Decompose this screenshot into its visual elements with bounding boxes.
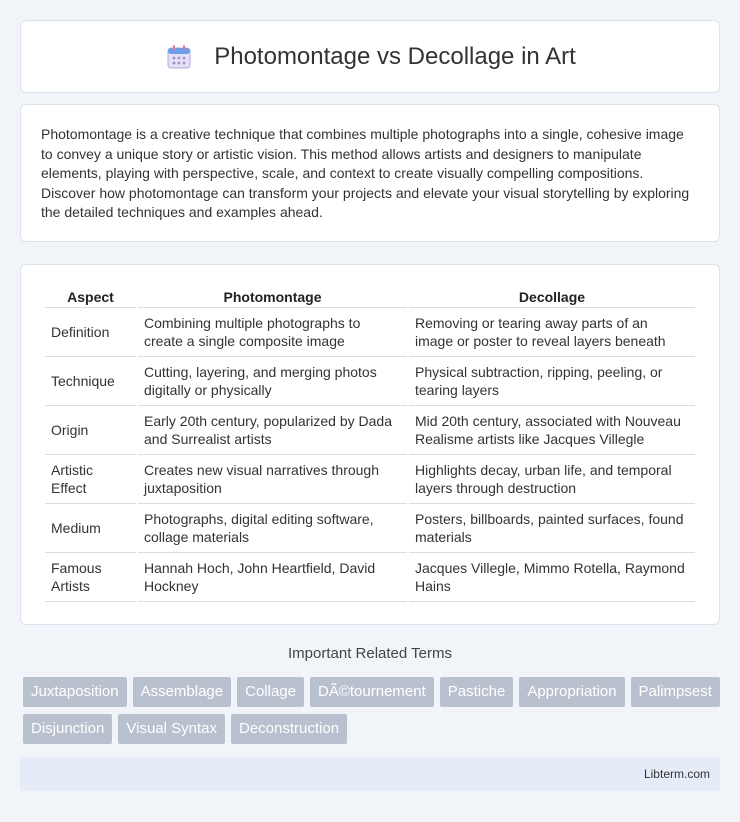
row-photomontage: Creates new visual narratives through juxtaposition	[138, 455, 407, 504]
row-decollage: Physical subtraction, ripping, peeling, or tearing layers	[409, 357, 695, 406]
calendar-icon	[164, 42, 194, 72]
row-aspect: Medium	[45, 504, 136, 553]
related-terms-title: Important Related Terms	[288, 645, 452, 662]
table-row	[45, 553, 695, 602]
footer	[20, 757, 720, 791]
row-photomontage: Cutting, layering, and merging photos digitally or physically	[138, 357, 407, 406]
row-photomontage: Hannah Hoch, John Heartfield, David Hockney	[138, 553, 407, 602]
related-terms-list	[23, 677, 723, 744]
row-decollage: Removing or tearing away parts of an image or poster to reveal layers beneath	[409, 308, 695, 357]
tag-appropriation[interactable]: Appropriation	[519, 677, 624, 707]
table-row	[45, 406, 695, 455]
tag-juxtaposition[interactable]: Juxtaposition	[23, 677, 127, 707]
header-decollage: Decollage	[409, 285, 695, 308]
header-aspect: Aspect	[45, 285, 136, 308]
intro-card	[20, 104, 720, 242]
footer-site-link[interactable]: Libterm.com	[643, 767, 710, 781]
row-photomontage: Early 20th century, popularized by Dada and Surrealist artists	[138, 406, 407, 455]
row-decollage: Posters, billboards, painted surfaces, found materials	[409, 504, 695, 553]
table-row	[45, 357, 695, 406]
comparison-card	[20, 264, 720, 625]
title-card	[20, 20, 720, 93]
row-aspect: Famous Artists	[45, 553, 136, 602]
tag-visual-syntax[interactable]: Visual Syntax	[118, 714, 225, 744]
tag-collage[interactable]: Collage	[237, 677, 304, 707]
row-photomontage: Combining multiple photographs to create a single composite image	[138, 308, 407, 357]
table-row	[45, 504, 695, 553]
row-aspect: Definition	[45, 308, 136, 357]
table-row	[45, 455, 695, 504]
tag-palimpsest[interactable]: Palimpsest	[631, 677, 720, 707]
comparison-table	[43, 285, 697, 602]
tag-disjunction[interactable]: Disjunction	[23, 714, 112, 744]
tag-deconstruction[interactable]: Deconstruction	[231, 714, 347, 744]
table-header-row	[45, 285, 695, 308]
page-title: Photomontage vs Decollage in Art	[214, 42, 576, 70]
intro-text: Photomontage is a creative technique that combines multiple photographs into a single, cohesive image to convey a unique story or artistic vision. This method allows artists and designers to manipulate elements, playing with perspective, scale, and context to create visually compelling compositions. Discover how photomontage can transform your projects and elevate your visual storytelling by exploring the detailed techniques and examples ahead.	[41, 126, 690, 220]
tag-pastiche[interactable]: Pastiche	[440, 677, 514, 707]
row-aspect: Origin	[45, 406, 136, 455]
tag-detournement[interactable]: DÃ©tournement	[310, 677, 434, 707]
header-photomontage: Photomontage	[138, 285, 407, 308]
row-decollage: Mid 20th century, associated with Nouveau Realisme artists like Jacques Villegle	[409, 406, 695, 455]
row-decollage: Jacques Villegle, Mimmo Rotella, Raymond Hains	[409, 553, 695, 602]
tag-assemblage[interactable]: Assemblage	[133, 677, 232, 707]
row-decollage: Highlights decay, urban life, and temporal layers through destruction	[409, 455, 695, 504]
table-row	[45, 308, 695, 357]
row-photomontage: Photographs, digital editing software, collage materials	[138, 504, 407, 553]
row-aspect: Technique	[45, 357, 136, 406]
row-aspect: Artistic Effect	[45, 455, 136, 504]
